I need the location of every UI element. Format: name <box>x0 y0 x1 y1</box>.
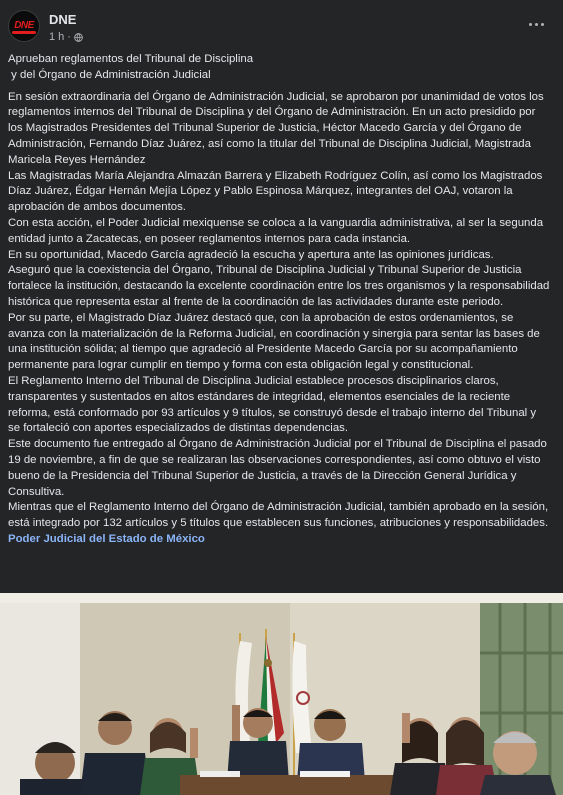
post-title-line: Aprueban reglamentos del Tribunal de Disciplina <box>8 53 254 65</box>
post-title <box>8 52 550 84</box>
more-dot <box>541 23 544 26</box>
post-meta <box>49 31 83 43</box>
post-photo[interactable] <box>0 593 563 795</box>
globe-icon <box>74 33 83 42</box>
post-paragraph: En sesión extraordinaria del Órgano de Administración Judicial, se aprobaron por unanimidad de votos los reglamentos internos del Tribunal de Disciplina y del Órgano de Administración. En un acto presidido por los Magistrados Presidentes del Tribunal Superior de Justicia, Héctor Macedo García y del Órgano de Administración, Fernando Díaz Juárez, así como la titular del Tribunal de Disciplina Judicial, Magistrada Maricela Reyes Hernández <box>8 90 544 166</box>
more-options-button[interactable] <box>523 14 549 34</box>
post-paragraph: Las Magistradas María Alejandra Almazán Barrera y Elizabeth Rodríguez Colín, así como los Magistrados Díaz Juárez, Édgar Hernán Mejía López y Pablo Espinosa Márquez, integrantes del OAJ, votaron la aprobación de ambos documentos. <box>8 169 543 214</box>
post-header <box>8 10 555 46</box>
post-paragraph: En su oportunidad, Macedo García agradeció la escucha y apertura ante las opiniones jurídicas. <box>8 248 494 261</box>
meeting-photo <box>0 593 563 795</box>
more-horizontal-icon <box>529 23 532 26</box>
post-paragraph: El Reglamento Interno del Tribunal de Disciplina Judicial establece procesos disciplinarios claros, transparentes y sustentados en altos estándares de integridad, elementos esenciales de la reciente reforma, está conformado por 93 artículos y 9 títulos, se construyó desde el trabajo interno del Tribunal y se fortaleció con aportes especializados de distintas dependencias. <box>8 374 537 435</box>
page-name-link[interactable]: DNE <box>49 12 77 27</box>
meta-separator: · <box>67 31 71 43</box>
post-title-line: y del Órgano de Administración Judicial <box>8 68 211 81</box>
post-paragraph: Aseguró que la coexistencia del Órgano, Tribunal de Disciplina Judicial y Tribunal Superior de Justicia fortalece la institución, destacando la excelente coordinación entre los tres organismos y la responsabilidad histórica que representa estar al frente de la coordinación de las actividades durante este periodo. <box>8 264 550 308</box>
more-dot <box>535 23 538 26</box>
avatar-logo-text: DNE <box>14 20 34 31</box>
post-last-paragraph <box>8 500 550 547</box>
post-paragraph: Por su parte, el Magistrado Díaz Juárez destacó que, con la aprobación de estos ordenamientos, se avanza con la materialización de la Reforma Judicial, en coordinación y sinergia para sentar las bases de una institución sólida; al tiempo que agradeció al Presidente Macedo García por su acompañamiento permanente para lograr cumplir en tiempo y forma con esta obligación legal y constitucional. <box>8 311 540 372</box>
post-paragraph: Con esta acción, el Poder Judicial mexiquense se coloca a la vanguardia administrativa, al ser la segunda entidad junto a Zacatecas, en poseer reglamentos internos para cada instancia. <box>8 216 544 245</box>
post-paragraph-text: Mientras que el Reglamento Interno del Órgano de Administración Judicial, también aprobado en la sesión, está integrado por 132 artículos y 5 títulos que establecen sus funciones, atribuciones y responsabilidades. <box>8 501 549 530</box>
post-timestamp[interactable]: 1 h <box>49 31 65 43</box>
post-text <box>8 52 550 548</box>
page-avatar[interactable] <box>8 10 40 42</box>
tagged-page-link[interactable]: Poder Judicial del Estado de México <box>8 532 205 545</box>
post-paragraph: Este documento fue entregado al Órgano de Administración Judicial por el Tribunal de Disciplina el pasado 19 de noviembre, a fin de que se realizaran las observaciones correspondientes, así como obtuvo el visto bueno de la Presidencia del Tribunal Superior de Justicia, a través de la Dirección General Jurídica y Consultiva. <box>8 438 547 498</box>
avatar-logo-swoosh <box>12 31 36 34</box>
